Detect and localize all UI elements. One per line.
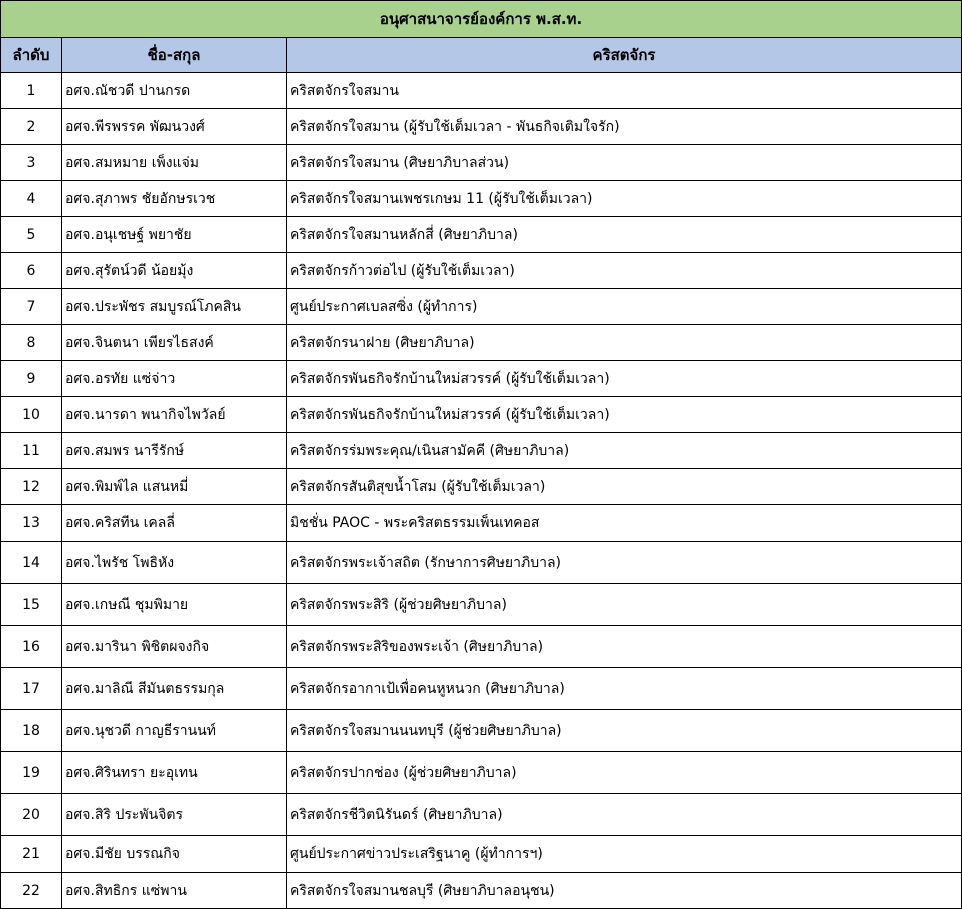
row-church: คริสตจักรพระสิริ (ผู้ช่วยศิษยาภิบาล) bbox=[287, 584, 962, 626]
table-row bbox=[1, 253, 962, 289]
row-number: 15 bbox=[1, 584, 62, 626]
row-name: อศจ.สิทธิกร แซ่พาน bbox=[62, 873, 287, 909]
table-row bbox=[1, 469, 962, 505]
row-number: 9 bbox=[1, 361, 62, 397]
table-row bbox=[1, 710, 962, 752]
header-church: คริสตจักร bbox=[287, 38, 962, 73]
row-name: อศจ.นารดา พนากิจไพวัลย์ bbox=[62, 397, 287, 433]
row-number: 20 bbox=[1, 794, 62, 836]
table-row bbox=[1, 626, 962, 668]
header-row bbox=[1, 38, 962, 73]
row-number: 6 bbox=[1, 253, 62, 289]
row-number: 17 bbox=[1, 668, 62, 710]
row-number: 12 bbox=[1, 469, 62, 505]
row-number: 14 bbox=[1, 542, 62, 584]
header-no: ลำดับ bbox=[1, 38, 62, 73]
row-church: คริสตจักรใจสมานชลบุรี (ศิษยาภิบาลอนุชน) bbox=[287, 873, 962, 909]
row-name: อศจ.คริสทีน เคลลี่ bbox=[62, 505, 287, 542]
row-number: 11 bbox=[1, 433, 62, 469]
row-name: อศจ.อนุเชษฐ์ พยาชัย bbox=[62, 217, 287, 253]
row-number: 1 bbox=[1, 73, 62, 109]
row-name: อศจ.สมพร นารีรักษ์ bbox=[62, 433, 287, 469]
row-church: คริสตจักรพันธกิจรักบ้านใหม่สวรรค์ (ผู้รับใช้เต็มเวลา) bbox=[287, 361, 962, 397]
row-number: 7 bbox=[1, 289, 62, 325]
row-number: 4 bbox=[1, 181, 62, 217]
table-row bbox=[1, 181, 962, 217]
table-row bbox=[1, 794, 962, 836]
table-row bbox=[1, 145, 962, 181]
row-church: ศูนย์ประกาศเบลสซิ่ง (ผู้ทำการ) bbox=[287, 289, 962, 325]
row-church: คริสตจักรปากช่อง (ผู้ช่วยศิษยาภิบาล) bbox=[287, 752, 962, 794]
row-name: อศจ.นุชวดี กาญธีรานนท์ bbox=[62, 710, 287, 752]
table-row bbox=[1, 73, 962, 109]
table-row bbox=[1, 836, 962, 873]
row-church: คริสตจักรก้าวต่อไป (ผู้รับใช้เต็มเวลา) bbox=[287, 253, 962, 289]
row-number: 19 bbox=[1, 752, 62, 794]
row-number: 5 bbox=[1, 217, 62, 253]
row-name: อศจ.สุภาพร ชัยอักษรเวช bbox=[62, 181, 287, 217]
row-church: คริสตจักรพันธกิจรักบ้านใหม่สวรรค์ (ผู้รับใช้เต็มเวลา) bbox=[287, 397, 962, 433]
table-row bbox=[1, 873, 962, 909]
row-number: 18 bbox=[1, 710, 62, 752]
row-number: 16 bbox=[1, 626, 62, 668]
table-row bbox=[1, 397, 962, 433]
table-row bbox=[1, 542, 962, 584]
row-church: ศูนย์ประกาศข่าวประเสริฐนาคู (ผู้ทำการฯ) bbox=[287, 836, 962, 873]
row-name: อศจ.มีชัย บรรณกิจ bbox=[62, 836, 287, 873]
row-number: 2 bbox=[1, 109, 62, 145]
row-name: อศจ.พีรพรรค พัฒนวงศ์ bbox=[62, 109, 287, 145]
row-church: คริสตจักรใจสมานหลักสี่ (ศิษยาภิบาล) bbox=[287, 217, 962, 253]
row-church: คริสตจักรชีวิตนิรันดร์ (ศิษยาภิบาล) bbox=[287, 794, 962, 836]
table-row bbox=[1, 109, 962, 145]
row-name: อศจ.มารินา พิชิตผจงกิจ bbox=[62, 626, 287, 668]
row-church: คริสตจักรพระสิริของพระเจ้า (ศิษยาภิบาล) bbox=[287, 626, 962, 668]
row-name: อศจ.อรทัย แซ่จ่าว bbox=[62, 361, 287, 397]
table-row bbox=[1, 505, 962, 542]
row-number: 22 bbox=[1, 873, 62, 909]
table-row bbox=[1, 668, 962, 710]
row-church: คริสตจักรสันติสุขน้ำโสม (ผู้รับใช้เต็มเวลา) bbox=[287, 469, 962, 505]
row-name: อศจ.สุรัตน์วดี น้อยมุ้ง bbox=[62, 253, 287, 289]
table-row bbox=[1, 289, 962, 325]
row-name: อศจ.ณัชวดี ปานกรด bbox=[62, 73, 287, 109]
row-church: คริสตจักรร่มพระคุณ/เนินสามัคคี (ศิษยาภิบาล) bbox=[287, 433, 962, 469]
row-name: อศจ.ไพรัช โพธิหัง bbox=[62, 542, 287, 584]
row-church: คริสตจักรใจสมาน (ศิษยาภิบาลส่วน) bbox=[287, 145, 962, 181]
row-name: อศจ.ศิรินทรา ยะอุเทน bbox=[62, 752, 287, 794]
row-church: คริสตจักรอากาเป้เพื่อคนหูหนวก (ศิษยาภิบาล) bbox=[287, 668, 962, 710]
row-number: 8 bbox=[1, 325, 62, 361]
row-church: คริสตจักรใจสมาน bbox=[287, 73, 962, 109]
row-number: 21 bbox=[1, 836, 62, 873]
row-church: คริสตจักรใจสมาน (ผู้รับใช้เต็มเวลา - พันธกิจเติมใจรัก) bbox=[287, 109, 962, 145]
table-row bbox=[1, 217, 962, 253]
row-church: มิชชั่น PAOC - พระคริสตธรรมเพ็นเทคอส bbox=[287, 505, 962, 542]
table-row bbox=[1, 584, 962, 626]
row-church: คริสตจักรพระเจ้าสถิต (รักษาการศิษยาภิบาล) bbox=[287, 542, 962, 584]
row-name: อศจ.จินตนา เพียรไธสงค์ bbox=[62, 325, 287, 361]
table-row bbox=[1, 752, 962, 794]
title-row bbox=[1, 1, 962, 38]
row-name: อศจ.สิริ ประพันจิตร bbox=[62, 794, 287, 836]
row-number: 13 bbox=[1, 505, 62, 542]
row-church: คริสตจักรนาฝาย (ศิษยาภิบาล) bbox=[287, 325, 962, 361]
row-name: อศจ.เกษณี ชุมพิมาย bbox=[62, 584, 287, 626]
row-number: 10 bbox=[1, 397, 62, 433]
header-name: ชื่อ-สกุล bbox=[62, 38, 287, 73]
row-name: อศจ.มาลิณี สีมันตธรรมกุล bbox=[62, 668, 287, 710]
table-row bbox=[1, 361, 962, 397]
row-number: 3 bbox=[1, 145, 62, 181]
row-name: อศจ.สมหมาย เพ็งแจ่ม bbox=[62, 145, 287, 181]
row-church: คริสตจักรใจสมานเพชรเกษม 11 (ผู้รับใช้เต็มเวลา) bbox=[287, 181, 962, 217]
row-name: อศจ.พิมพ์ไล แสนหมี่ bbox=[62, 469, 287, 505]
row-church: คริสตจักรใจสมานนนทบุรี (ผู้ช่วยศิษยาภิบาล) bbox=[287, 710, 962, 752]
row-name: อศจ.ประพัชร สมบูรณ์โภคสิน bbox=[62, 289, 287, 325]
table-row bbox=[1, 325, 962, 361]
table-title: อนุศาสนาจารย์องค์การ พ.ส.ท. bbox=[1, 1, 962, 38]
table-row bbox=[1, 433, 962, 469]
